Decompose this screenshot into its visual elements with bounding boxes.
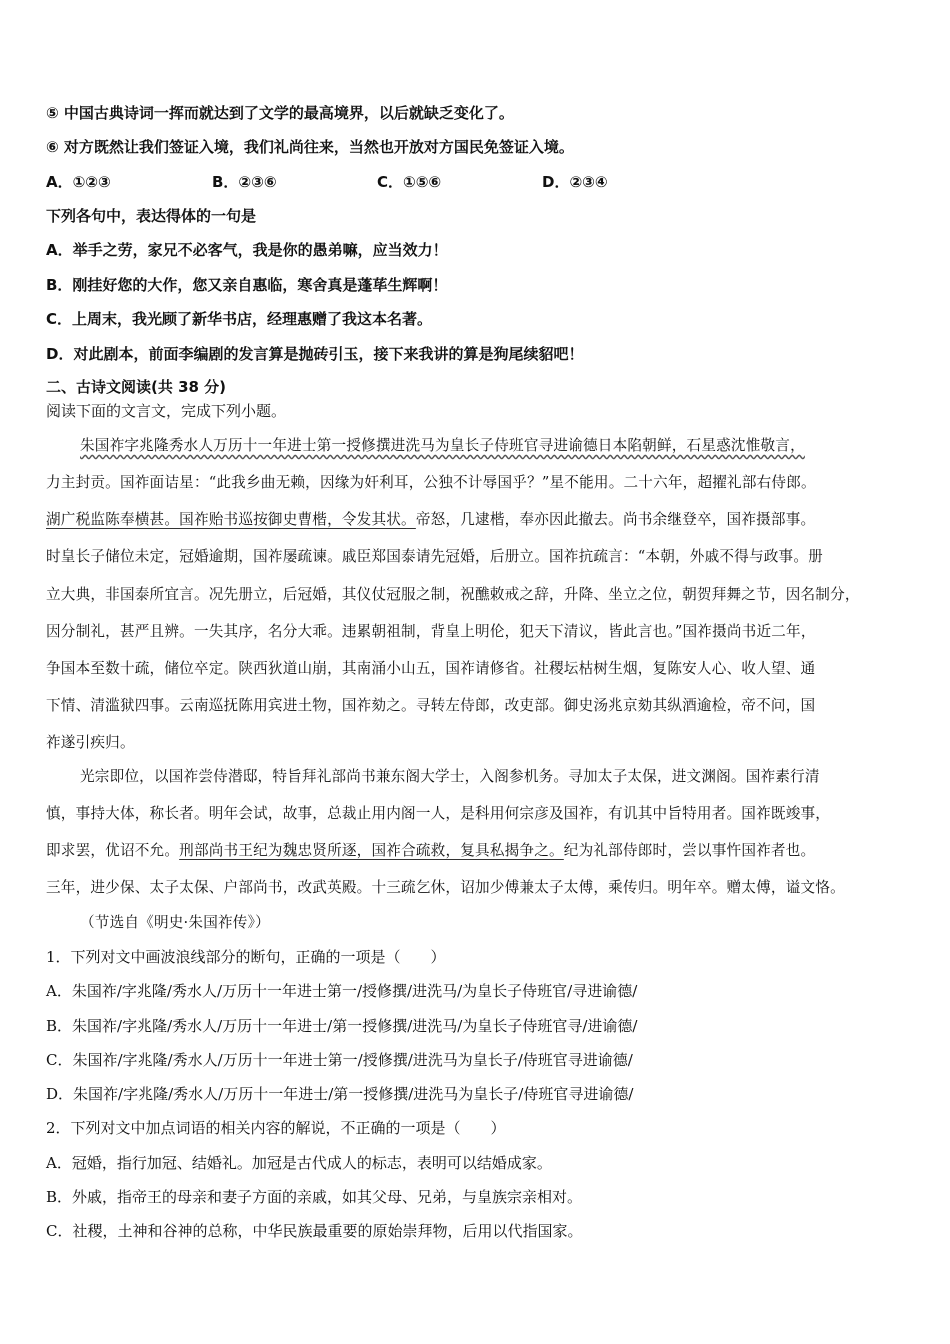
- passage-line: 祚遂引疾归。: [46, 734, 135, 751]
- passage-text: 纪为礼部侍郎时，尝以事忤国祚者也。: [563, 842, 816, 859]
- passage-text: 即求罢，优诏不允。: [46, 842, 180, 859]
- option-b: B．②③⑥: [212, 173, 277, 191]
- q2-option-c: C．社稷，土神和谷神的总称，中华民族最重要的原始崇拜物，后用以代指国家。: [46, 1222, 583, 1240]
- passage-source: （节选自《明史·朱国祚传》）: [80, 914, 270, 931]
- question-stem: 下列各句中，表达得体的一句是: [46, 207, 257, 225]
- passage-line: [46, 841, 922, 861]
- passage-line: 争国本至数十疏，储位卒定。陕西狄道山崩，其南涌小山五，国祚请修省。社稷坛枯树生烟，复陈安人心、收人望、通: [46, 660, 816, 677]
- passage-line: 力主封贡。国祚面诘星：“此我乡曲无赖，因缘为奸利耳，公独不计辱国乎？”星不能用。二十六年，超擢礼部右侍郎。: [46, 474, 816, 491]
- q2-stem: 2．下列对文中加点词语的相关内容的解说，不正确的一项是（ ）: [46, 1119, 506, 1137]
- underlined-text: 刑部尚书王纪为魏忠贤所逐，国祚合疏救，复具私揭争之。: [179, 842, 564, 859]
- option-a: A．①②③: [46, 173, 111, 191]
- option-d: D．②③④: [542, 173, 608, 191]
- q2-option-a: A．冠婚，指行加冠、结婚礼。加冠是古代成人的标志，表明可以结婚成家。: [46, 1154, 552, 1172]
- passage-line: [46, 510, 922, 530]
- item-6: ⑥ 对方既然让我们签证入境，我们礼尚往来，当然也开放对方国民免签证入境。: [46, 138, 574, 156]
- answer-d: D．对此剧本，前面李编剧的发言算是抛砖引玉，接下来我讲的算是狗尾续貂吧！: [46, 345, 584, 363]
- wavy-underlined-text: 朱国祚字兆隆秀水人万历十一年进士第一授修撰进洗马为皇长子侍班官寻进谕德日本陷朝鲜，石星惑沈惟敬言，: [80, 437, 805, 454]
- passage-line: 慎，事持大体，称长者。明年会试，故事，总裁止用内阁一人，是科用何宗彦及国祚，有讥其中旨特用者。国祚既竣事，: [46, 805, 831, 822]
- passage-line: 立大典，非国泰所宜言。况先册立，后冠婚，其仪仗冠服之制，祝醮敕戒之辞，升降、坐立之位，朝贺拜舞之节，因名制分，: [46, 586, 860, 603]
- q1-stem: 1．下列对文中画波浪线部分的断句，正确的一项是（ ）: [46, 948, 446, 966]
- option-c: C．①⑤⑥: [377, 173, 442, 191]
- passage-text: 帝怒，几逮楷，奉亦因此撤去。尚书余继登卒，国祚摄部事。: [415, 511, 816, 528]
- q1-option-d: D．朱国祚/字兆隆/秀水人/万历十一年进士/第一授修撰/进洗马为皇长子/侍班官寻进谕德/: [46, 1085, 634, 1103]
- q1-option-c: C．朱国祚/字兆隆/秀水人/万历十一年进士第一/授修撰/进洗马为皇长子/侍班官寻进谕德/: [46, 1051, 633, 1069]
- passage-line: 因分制礼，甚严且辨。一失其序，名分大乖。违累朝祖制，背皇上明伦，犯天下清议，皆此言也。”国祚摄尚书近二年，: [46, 623, 816, 640]
- q1-option-b: B．朱国祚/字兆隆/秀水人/万历十一年进士/第一授修撰/进洗马/为皇长子侍班官寻/进谕德/: [46, 1017, 638, 1035]
- section-instruction: 阅读下面的文言文，完成下列小题。: [46, 402, 287, 420]
- passage-line: 三年，进少保、太子太保、户部尚书，改武英殿。十三疏乞休，诏加少傅兼太子太傅，乘传归。明年卒。赠太傅，谥文恪。: [46, 879, 845, 896]
- q2-option-b: B．外戚，指帝王的母亲和妻子方面的亲戚，如其父母、兄弟，与皇族宗亲相对。: [46, 1188, 583, 1206]
- answer-c: C．上周末，我光顾了新华书店，经理惠赠了我这本名著。: [46, 310, 433, 328]
- answer-b: B．刚挂好您的大作，您又亲自惠临，寒舍真是蓬荜生辉啊！: [46, 276, 448, 294]
- passage-line: [80, 436, 922, 456]
- passage-line: 时皇长子储位未定，冠婚逾期，国祚屡疏谏。戚臣郑国泰请先冠婚，后册立。国祚抗疏言：“本朝，外戚不得与政事。册: [46, 548, 823, 565]
- passage-line: 光宗即位，以国祚尝侍潜邸，特旨拜礼部尚书兼东阁大学士，入阁参机务。寻加太子太保，进文渊阁。国祚素行清: [80, 768, 820, 785]
- section-title: 二、古诗文阅读(共 38 分): [46, 378, 227, 396]
- underlined-text: 湖广税监陈奉横甚。国祚贻书巡按御史曹楷，令发其状。: [46, 511, 416, 528]
- answer-a: A．举手之劳，家兄不必客气，我是你的愚弟嘛，应当效力！: [46, 241, 448, 259]
- item-5: ⑤ 中国古典诗词一挥而就达到了文学的最高境界，以后就缺乏变化了。: [46, 104, 514, 122]
- q1-option-a: A．朱国祚/字兆隆/秀水人/万历十一年进士第一/授修撰/进洗马/为皇长子侍班官/寻进谕德/: [46, 982, 638, 1000]
- passage-line: 下情、清滥狱四事。云南巡抚陈用宾进土物，国祚劾之。寻转左侍郎，改吏部。御史汤兆京劾其纵酒逾检，帝不问，国: [46, 697, 816, 714]
